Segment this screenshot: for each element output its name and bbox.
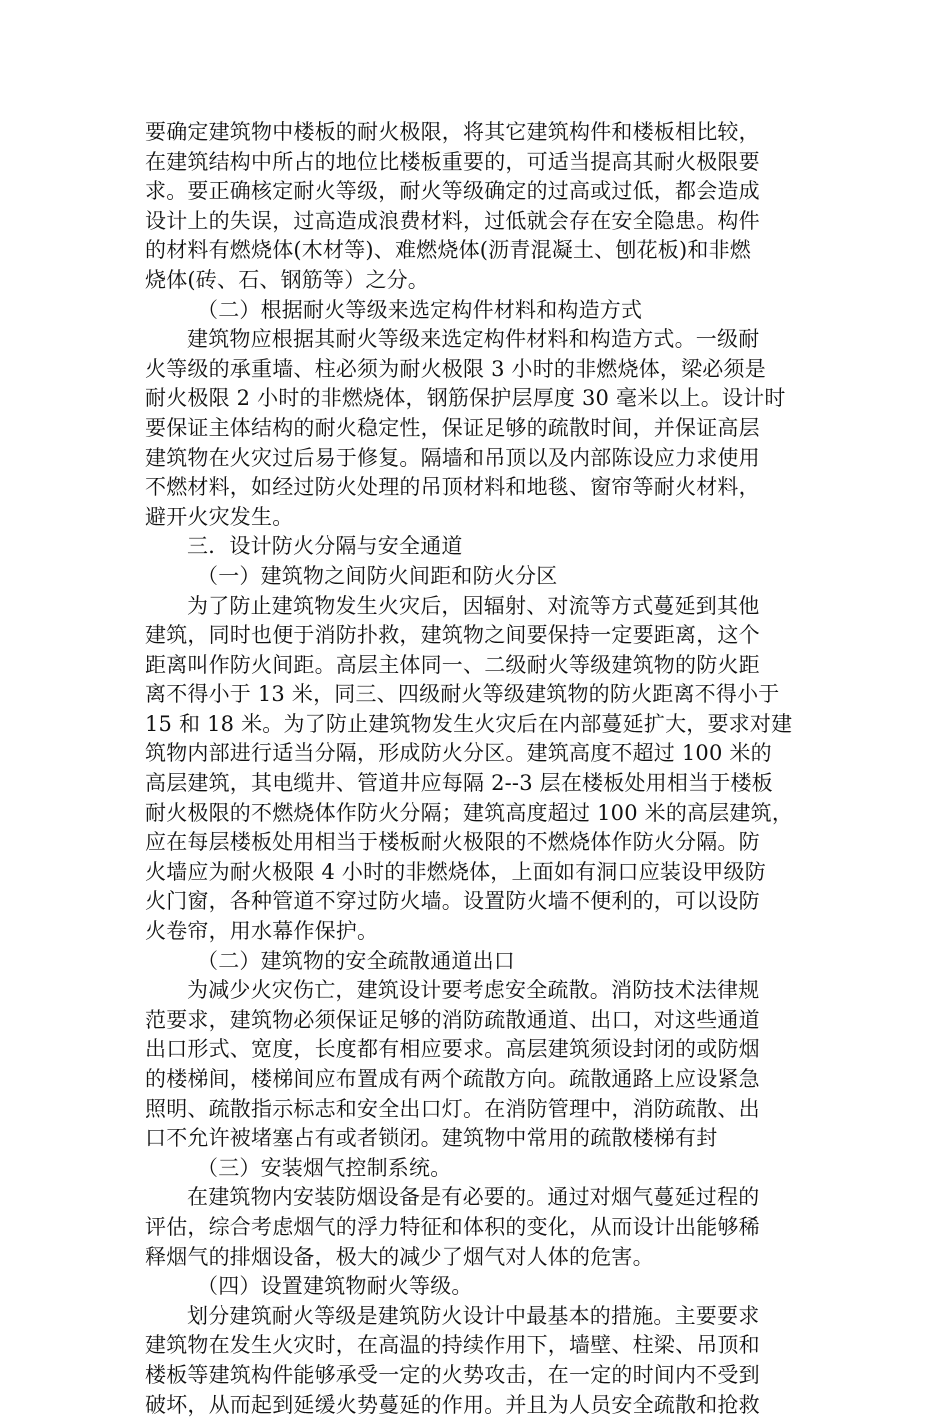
text-line: （一）建筑物之间防火间距和防火分区 — [197, 563, 558, 588]
text-line: 筑物内部进行适当分隔，形成防火分区。建筑高度不超过 100 米的 — [145, 741, 772, 766]
text-line: 建筑物在火灾过后易于修复。隔墙和吊顶以及内部陈设应力求使用 — [145, 445, 760, 470]
text-line: 求。要正确核定耐火等级，耐火等级确定的过高或过低，都会造成 — [145, 179, 760, 204]
text-line: 避开火灾发生。 — [145, 504, 294, 529]
text-line: 耐火极限的不燃烧体作防火分隔；建筑高度超过 100 米的高层建筑， — [145, 800, 794, 825]
text-line: 照明、疏散指示标志和安全出口灯。在消防管理中，消防疏散、出 — [145, 1096, 760, 1121]
document-page — [145, 118, 805, 1420]
text-line: 烧体(砖、石、钢筋等）之分。 — [145, 267, 429, 292]
text-line: （三）安装烟气控制系统。 — [197, 1155, 452, 1180]
text-line: 火等级的承重墙、柱必须为耐火极限 3 小时的非燃烧体，梁必须是 — [145, 356, 766, 381]
text-line: 要确定建筑物中楼板的耐火极限，将其它建筑构件和楼板相比较， — [145, 120, 760, 144]
text-line: 15 和 18 米。为了防止建筑物发生火灾后在内部蔓延扩大，要求对建 — [145, 711, 793, 736]
text-line: 为了防止建筑物发生火灾后，因辐射、对流等方式蔓延到其他 — [187, 593, 760, 618]
text-line: 火门窗，各种管道不穿过防火墙。设置防火墙不便利的，可以设防 — [145, 889, 760, 914]
text-line: 设计上的失误，过高造成浪费材料，过低就会存在安全隐患。构件 — [145, 208, 760, 233]
text-line: 要保证主体结构的耐火稳定性，保证足够的疏散时间，并保证高层 — [145, 415, 760, 440]
text-line: 为减少火灾伤亡，建筑设计要考虑安全疏散。消防技术法律规 — [187, 978, 760, 1003]
text-line: 火卷帘，用水幕作保护。 — [145, 919, 379, 944]
text-line: 在建筑结构中所占的地位比楼板重要的，可适当提高其耐火极限要 — [145, 149, 760, 174]
text-line: 的材料有燃烧体(木材等)、难燃烧体(沥青混凝土、刨花板)和非燃 — [145, 238, 751, 263]
text-line: 建筑，同时也便于消防扑救，建筑物之间要保持一定要距离，这个 — [145, 623, 760, 648]
text-line: 高层建筑，其电缆井、管道井应每隔 2--3 层在楼板处用相当于楼板 — [145, 771, 773, 796]
text-line: 范要求，建筑物必须保证足够的消防疏散通道、出口，对这些通道 — [145, 1007, 760, 1032]
text-line: 耐火极限 2 小时的非燃烧体，钢筋保护层厚度 30 毫米以上。设计时 — [145, 386, 786, 411]
text-line: 在建筑物内安装防烟设备是有必要的。通过对烟气蔓延过程的 — [187, 1185, 760, 1210]
text-line: 不燃材料，如经过防火处理的吊顶材料和地毯、窗帘等耐火材料， — [145, 475, 760, 500]
text-line: 的楼梯间，楼梯间应布置成有两个疏散方向。疏散通路上应设紧急 — [145, 1067, 760, 1091]
text-line: 应在每层楼板处用相当于楼板耐火极限的不燃烧体作防火分隔。防 — [145, 830, 760, 855]
text-line: 口不允许被堵塞占有或者锁闭。建筑物中常用的疏散楼梯有封 — [145, 1126, 718, 1151]
text-line: 划分建筑耐火等级是建筑防火设计中最基本的措施。主要要求 — [187, 1303, 760, 1328]
text-line: （二）建筑物的安全疏散通道出口 — [197, 948, 515, 973]
text-line: 建筑物在发生火灾时，在高温的持续作用下，墙壁、柱梁、吊顶和 — [145, 1333, 760, 1358]
text-line: 离不得小于 13 米，同三、四级耐火等级建筑物的防火距离不得小于 — [145, 682, 780, 707]
text-line: 楼板等建筑构件能够承受一定的火势攻击，在一定的时间内不受到 — [145, 1362, 760, 1387]
text-line: 三．设计防火分隔与安全通道 — [187, 534, 463, 559]
text-line: 破坏，从而起到延缓火势蔓延的作用。并且为人员安全疏散和抢救 — [145, 1392, 760, 1417]
text-line: 出口形式、宽度，长度都有相应要求。高层建筑须设封闭的或防烟 — [145, 1037, 760, 1062]
text-line: 距离叫作防火间距。高层主体同一、二级耐火等级建筑物的防火距 — [145, 652, 760, 677]
text-line: 评估，综合考虑烟气的浮力特征和体积的变化，从而设计出能够稀 — [145, 1214, 760, 1239]
text-line: （二）根据耐火等级来选定构件材料和构造方式 — [197, 297, 643, 322]
text-line: （四）设置建筑物耐火等级。 — [197, 1274, 473, 1299]
text-line: 释烟气的排烟设备，极大的减少了烟气对人体的危害。 — [145, 1244, 654, 1269]
text-line: 建筑物应根据其耐火等级来选定构件材料和构造方式。一级耐 — [187, 327, 760, 352]
text-line: 火墙应为耐火极限 4 小时的非燃烧体，上面如有洞口应装设甲级防 — [145, 859, 766, 884]
